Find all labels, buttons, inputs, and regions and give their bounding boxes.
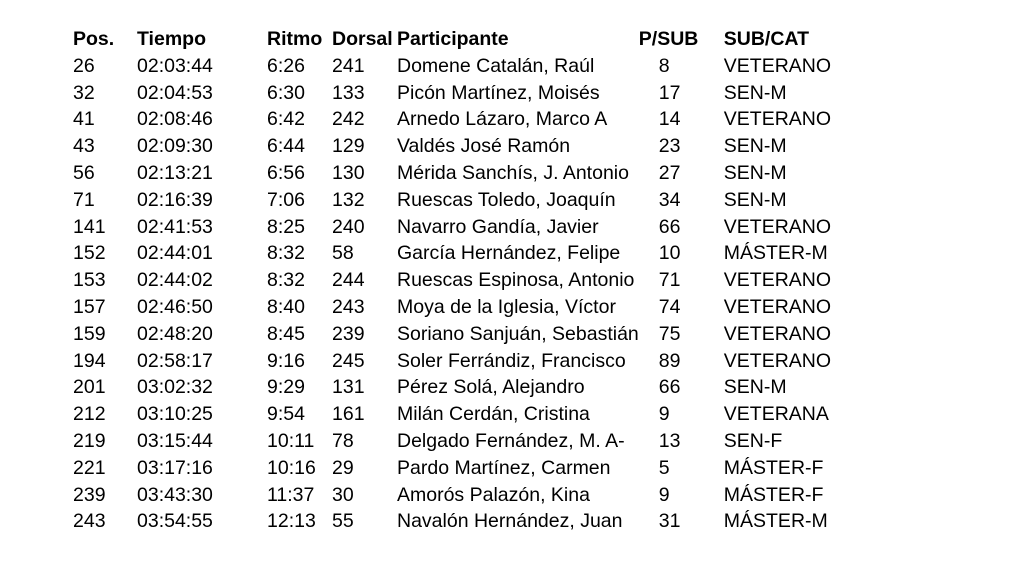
cell-tiempo: 02:58:17 — [137, 349, 213, 372]
table-row — [73, 267, 844, 294]
cell-tiempo: 02:13:21 — [137, 161, 213, 184]
table-row — [73, 482, 844, 509]
cell-tiempo: 02:04:53 — [137, 81, 213, 104]
cell-subcat: MÁSTER-M — [723, 242, 828, 265]
cell-dorsal: 245 — [332, 349, 365, 372]
cell-subcat: VETERANO — [723, 54, 832, 77]
cell-psub: 34 — [658, 188, 681, 211]
cell-dorsal: 55 — [332, 510, 354, 533]
cell-dorsal: 239 — [332, 322, 365, 345]
cell-tiempo: 03:43:30 — [137, 483, 213, 506]
cell-pos: 221 — [73, 456, 106, 479]
table-row — [73, 133, 844, 160]
table-row — [73, 240, 844, 267]
cell-participante: Milán Cerdán, Cristina — [397, 403, 590, 426]
cell-psub: 10 — [658, 242, 681, 265]
cell-ritmo: 6:44 — [267, 135, 305, 158]
cell-participante: García Hernández, Felipe — [397, 242, 621, 265]
table-row — [73, 214, 844, 241]
cell-subcat: VETERANO — [723, 349, 832, 372]
cell-ritmo: 9:54 — [267, 403, 305, 426]
cell-pos: 157 — [73, 295, 106, 318]
cell-participante: Navalón Hernández, Juan — [397, 510, 623, 533]
cell-subcat: VETERANO — [723, 295, 832, 318]
cell-pos: 56 — [73, 161, 95, 184]
cell-participante: Ruescas Toledo, Joaquín — [397, 188, 616, 211]
cell-subcat: SEN-M — [723, 376, 787, 399]
cell-dorsal: 240 — [332, 215, 365, 238]
cell-pos: 152 — [73, 242, 106, 265]
cell-pos: 41 — [73, 108, 95, 131]
cell-dorsal: 130 — [332, 161, 365, 184]
table-row — [73, 374, 844, 401]
cell-psub: 89 — [658, 349, 681, 372]
cell-participante: Valdés José Ramón — [397, 135, 571, 158]
cell-dorsal: 244 — [332, 269, 365, 292]
cell-pos: 201 — [73, 376, 106, 399]
cell-dorsal: 242 — [332, 108, 365, 131]
table-row — [73, 321, 844, 348]
cell-participante: Pérez Solá, Alejandro — [397, 376, 585, 399]
cell-dorsal: 29 — [332, 456, 354, 479]
header-participante: Participante — [397, 28, 509, 50]
results-table — [73, 26, 844, 535]
cell-participante: Domene Catalán, Raúl — [397, 54, 595, 77]
cell-psub: 74 — [658, 295, 681, 318]
cell-subcat: VETERANO — [723, 215, 832, 238]
cell-tiempo: 02:08:46 — [137, 108, 213, 131]
cell-ritmo: 9:16 — [267, 349, 305, 372]
cell-psub: 31 — [658, 510, 681, 533]
cell-ritmo: 7:06 — [267, 188, 305, 211]
cell-ritmo: 8:32 — [267, 269, 305, 292]
cell-tiempo: 02:16:39 — [137, 188, 213, 211]
cell-tiempo: 03:10:25 — [137, 403, 213, 426]
cell-dorsal: 131 — [332, 376, 365, 399]
cell-psub: 71 — [658, 269, 681, 292]
header-pos: Pos. — [73, 28, 115, 50]
cell-participante: Soler Ferrándiz, Francisco — [397, 349, 626, 372]
cell-subcat: MÁSTER-M — [723, 510, 828, 533]
cell-participante: Pardo Martínez, Carmen — [397, 456, 611, 479]
cell-pos: 212 — [73, 403, 106, 426]
cell-tiempo: 02:44:01 — [137, 242, 213, 265]
cell-participante: Arnedo Lázaro, Marco A — [397, 108, 608, 131]
cell-participante: Soriano Sanjuán, Sebastián — [397, 322, 639, 345]
cell-psub: 14 — [658, 108, 681, 131]
header-subcat: SUB/CAT — [723, 28, 809, 50]
cell-pos: 194 — [73, 349, 106, 372]
cell-tiempo: 02:09:30 — [137, 135, 213, 158]
table-row — [73, 187, 844, 214]
cell-subcat: VETERANA — [723, 403, 829, 426]
cell-pos: 141 — [73, 215, 106, 238]
cell-pos: 43 — [73, 135, 95, 158]
cell-ritmo: 6:26 — [267, 54, 305, 77]
cell-tiempo: 02:41:53 — [137, 215, 213, 238]
cell-psub: 66 — [658, 215, 681, 238]
header-dorsal: Dorsal — [332, 28, 393, 50]
table-row — [73, 455, 844, 482]
cell-subcat: SEN-F — [723, 429, 783, 452]
cell-pos: 153 — [73, 269, 106, 292]
cell-pos: 243 — [73, 510, 106, 533]
cell-ritmo: 6:30 — [267, 81, 305, 104]
cell-ritmo: 8:40 — [267, 295, 305, 318]
cell-tiempo: 03:54:55 — [137, 510, 213, 533]
cell-tiempo: 03:02:32 — [137, 376, 213, 399]
cell-participante: Mérida Sanchís, J. Antonio — [397, 161, 629, 184]
table-row — [73, 80, 844, 107]
cell-pos: 159 — [73, 322, 106, 345]
cell-dorsal: 161 — [332, 403, 365, 426]
cell-psub: 9 — [658, 403, 670, 426]
table-row — [73, 428, 844, 455]
cell-psub: 75 — [658, 322, 681, 345]
cell-dorsal: 129 — [332, 135, 365, 158]
table-row — [73, 348, 844, 375]
cell-ritmo: 10:16 — [267, 456, 316, 479]
cell-ritmo: 10:11 — [267, 429, 315, 452]
table-row — [73, 106, 844, 133]
cell-subcat: VETERANO — [723, 322, 832, 345]
cell-psub: 66 — [658, 376, 681, 399]
cell-participante: Navarro Gandía, Javier — [397, 215, 599, 238]
table-row — [73, 53, 844, 80]
header-tiempo: Tiempo — [137, 28, 206, 50]
header-psub: P/SUB — [638, 28, 699, 50]
cell-tiempo: 02:44:02 — [137, 269, 213, 292]
cell-dorsal: 58 — [332, 242, 354, 265]
cell-dorsal: 132 — [332, 188, 365, 211]
cell-ritmo: 6:42 — [267, 108, 305, 131]
table-row — [73, 160, 844, 187]
cell-participante: Ruescas Espinosa, Antonio — [397, 269, 635, 292]
cell-subcat: MÁSTER-F — [723, 456, 824, 479]
cell-subcat: VETERANO — [723, 269, 832, 292]
cell-psub: 27 — [658, 161, 681, 184]
cell-dorsal: 78 — [332, 429, 354, 452]
cell-pos: 32 — [73, 81, 95, 104]
cell-ritmo: 8:25 — [267, 215, 305, 238]
cell-participante: Moya de la Iglesia, Víctor — [397, 295, 616, 318]
cell-subcat: VETERANO — [723, 108, 832, 131]
cell-psub: 23 — [658, 135, 681, 158]
cell-ritmo: 8:45 — [267, 322, 305, 345]
cell-participante: Picón Martínez, Moisés — [397, 81, 600, 104]
cell-participante: Amorós Palazón, Kina — [397, 483, 590, 506]
cell-dorsal: 133 — [332, 81, 365, 104]
cell-subcat: SEN-M — [723, 161, 787, 184]
cell-subcat: SEN-M — [723, 135, 787, 158]
table-row — [73, 401, 844, 428]
cell-tiempo: 03:15:44 — [137, 429, 213, 452]
cell-ritmo: 9:29 — [267, 376, 305, 399]
cell-pos: 219 — [73, 429, 106, 452]
cell-participante: Delgado Fernández, M. A- — [397, 429, 625, 452]
cell-tiempo: 02:03:44 — [137, 54, 213, 77]
cell-subcat: SEN-M — [723, 81, 787, 104]
cell-tiempo: 02:46:50 — [137, 295, 213, 318]
cell-ritmo: 12:13 — [267, 510, 316, 533]
cell-dorsal: 243 — [332, 295, 365, 318]
cell-subcat: MÁSTER-F — [723, 483, 824, 506]
cell-tiempo: 02:48:20 — [137, 322, 213, 345]
cell-ritmo: 11:37 — [267, 483, 315, 506]
table-header-row — [73, 26, 844, 53]
table-row — [73, 294, 844, 321]
cell-ritmo: 6:56 — [267, 161, 305, 184]
cell-pos: 26 — [73, 54, 95, 77]
cell-pos: 71 — [73, 188, 95, 211]
table-row — [73, 508, 844, 535]
cell-dorsal: 30 — [332, 483, 354, 506]
cell-dorsal: 241 — [332, 54, 365, 77]
cell-psub: 9 — [658, 483, 670, 506]
cell-psub: 8 — [658, 54, 670, 77]
cell-psub: 5 — [658, 456, 670, 479]
cell-subcat: SEN-M — [723, 188, 787, 211]
header-ritmo: Ritmo — [267, 28, 323, 50]
cell-psub: 13 — [658, 429, 681, 452]
cell-pos: 239 — [73, 483, 106, 506]
cell-ritmo: 8:32 — [267, 242, 305, 265]
cell-tiempo: 03:17:16 — [137, 456, 213, 479]
cell-psub: 17 — [658, 81, 681, 104]
